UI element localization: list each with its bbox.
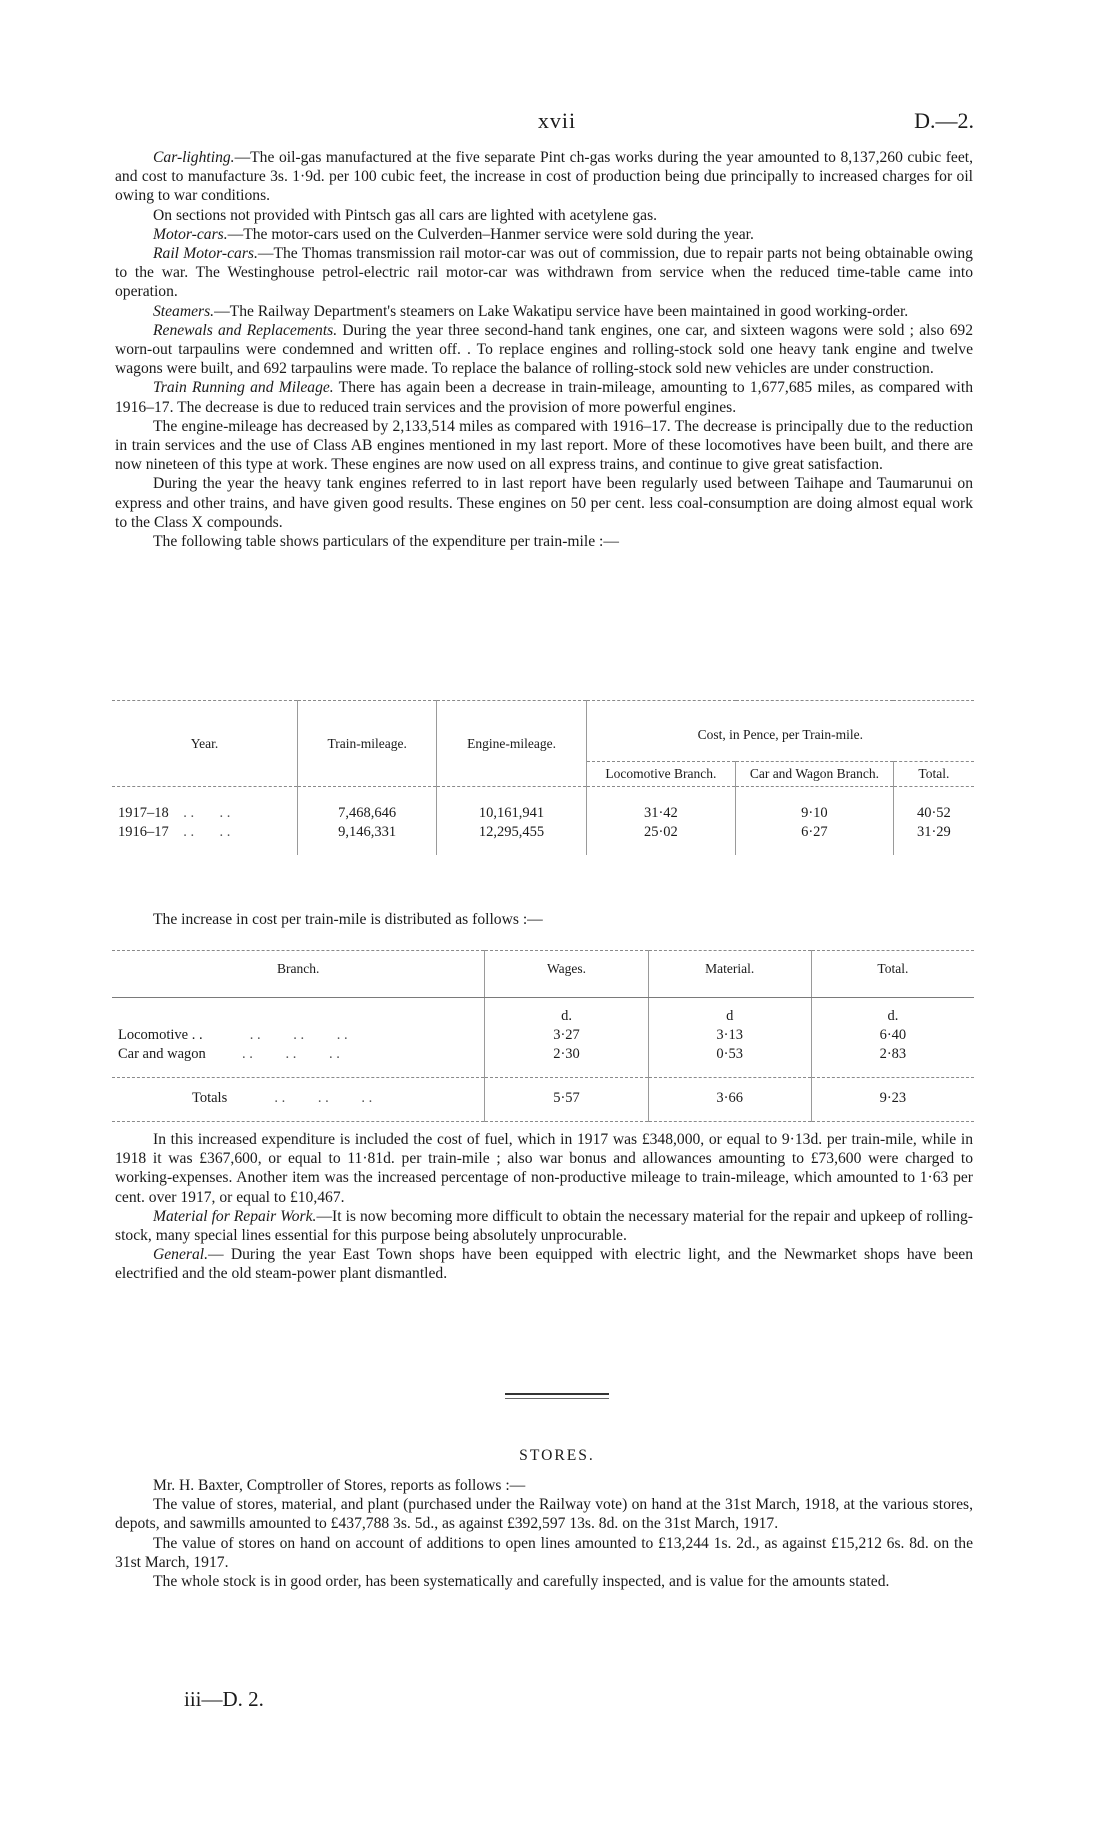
cell-branch: Car and wagon . . . . . . (118, 1046, 340, 1062)
cell-total: 40·52 (893, 787, 974, 824)
table-row (112, 787, 974, 824)
table-row (112, 1026, 974, 1045)
col-locomotive-branch: Locomotive Branch. (586, 762, 735, 787)
cell-train-mileage: 7,468,646 (297, 787, 436, 824)
cell-engine-mileage: 10,161,941 (437, 787, 586, 824)
paragraph-car-lighting: Car-lighting.—The oil-gas manufactured at the five separate Pint ch-gas works during the year amounted to 8,137,260 cubic feet, and cost to manufacture 3s. 1·9d. per 100 cubic feet, the increase in cost of production being due principally to increased charges for oil owing to war conditions. (115, 149, 973, 205)
cell-totals-label: Totals . . . . . . (112, 1078, 485, 1122)
cell-locomotive: 25·02 (586, 823, 735, 855)
table2-caption: The increase in cost per train-mile is distributed as follows :— (153, 911, 543, 928)
paragraph-steamers: Steamers.—The Railway Department's steamers on Lake Wakatipu service have been maintained in good working-order. (153, 302, 909, 320)
section-divider-thin (505, 1398, 609, 1399)
paragraph-rail-motor-cars: Rail Motor-cars.—The Thomas transmission rail motor-car was out of commission, due to repair parts not being obtainable owing to the war. The Westinghouse petrol-electric rail motor-car was withdrawn from service when the reduced time-table came into operation. (115, 245, 973, 301)
paragraph-general: General.— During the year East Town shops have been equipped with electric light, and the Newmarket shops have been electrified and the old steam-power plant dismantled. (115, 1246, 973, 1283)
paragraph-fuel-cost: In this increased expenditure is included the cost of fuel, which in 1917 was £348,000, or equal to 9·13d. per train-mile, while in 1918 it was £367,600, or equal to 11·81d. per train-mile ; also war bonus and allowances amounting to £73,600 were charged to working-expenses. Another item was the increased percentage of non-productive mileage to train-mileage, which amounted to 1·63 per cent. over 1917, or equal to £10,467. (115, 1131, 973, 1206)
unit-total: d. (811, 998, 974, 1027)
cell-totals-material: 3·66 (648, 1078, 811, 1122)
col-car-wagon-branch: Car and Wagon Branch. (736, 762, 894, 787)
page-number: xvii (537, 108, 577, 133)
col-year: Year. (112, 701, 297, 787)
cell-wages: 3·27 (485, 1026, 648, 1045)
cell-material: 0·53 (648, 1045, 811, 1078)
cell-totals-wages: 5·57 (485, 1078, 648, 1122)
paragraph-engine-mileage: The engine-mileage has decreased by 2,133,514 miles as compared with 1916–17. The decrease is principally due to the reduction in train services and the use of Class AB engines mentioned in my last report. More of these locomotives have been built, and there are now nineteen of this type at work. These engines are now used on all express trains, and continue to give great satisfaction. (115, 417, 973, 474)
cell-wages: 2·30 (485, 1045, 648, 1078)
paragraph-train-running: Train Running and Mileage. There has again been a decrease in train-mileage, amounting to 1,677,685 miles, as compared with 1916–17. The decrease is due to reduced train services and the provision of more powerful engines. (115, 379, 973, 416)
cell-branch: Locomotive . . . . . . . . (118, 1027, 348, 1043)
cell-total: 6·40 (811, 1026, 974, 1045)
col-train-mileage: Train-mileage. (297, 701, 436, 787)
paragraph-stores-intro: Mr. H. Baxter, Comptroller of Stores, reports as follows :— (153, 1477, 526, 1494)
paragraph-stores-stock: The whole stock is in good order, has been systematically and carefully inspected, and is value for the amounts stated. (153, 1573, 890, 1591)
col-total: Total. (893, 762, 974, 787)
cell-locomotive: 31·42 (586, 787, 735, 824)
footer-signature: iii—D. 2. (184, 1687, 264, 1711)
section-divider (505, 1393, 609, 1395)
col-material: Material. (648, 951, 811, 998)
table-row (112, 823, 974, 855)
table-row (112, 1045, 974, 1078)
unit-wages: d. (485, 998, 648, 1027)
stores-text (115, 1476, 973, 1591)
cell-total: 31·29 (893, 823, 974, 855)
paragraph-renewals: Renewals and Replacements. During the year three second-hand tank engines, one car, and sixteen wagons were sold ; also 692 worn-out tarpaulins were condemned and written off. . To replace engines and rolling-stock sold one heavy tank engine and twelve wagons were built, and 692 tarpaulins were made. To replace the balance of rolling-stock sold new vehicles are under construction. (115, 321, 973, 378)
body-text-upper (115, 148, 973, 551)
cell-totals-total: 9·23 (811, 1078, 974, 1122)
cell-year: 1916–17 . . . . (118, 824, 231, 840)
cost-increase-table (112, 950, 974, 1122)
cell-car-wagon: 9·10 (736, 787, 894, 824)
body-text-lower (115, 1130, 973, 1284)
paragraph-table-intro: The following table shows particulars of the expenditure per train-mile :— (153, 533, 619, 551)
unit-material: d (648, 998, 811, 1027)
totals-row (112, 1078, 974, 1122)
col-cost-group: Cost, in Pence, per Train-mile. (586, 701, 974, 762)
paragraph-acetylene: On sections not provided with Pintsch gas all cars are lighted with acetylene gas. (153, 206, 658, 224)
unit-row (112, 998, 974, 1027)
paragraph-stores-additions: The value of stores on hand on account of additions to open lines amounted to £13,244 1s. 2d., as against £15,212 6s. 8d. on the 31st March, 1917. (115, 1534, 973, 1571)
cell-engine-mileage: 12,295,455 (437, 823, 586, 855)
paragraph-motor-cars: Motor-cars.—The motor-cars used on the Culverden–Hanmer service were sold during the year. (153, 225, 754, 243)
train-mile-cost-table (112, 700, 974, 855)
stores-heading: STORES. (519, 1447, 595, 1464)
paragraph-repair-material: Material for Repair Work.—It is now becoming more difficult to obtain the necessary material for the repair and upkeep of rolling-stock, many special lines essential for this purpose being absolutely unprocurable. (115, 1207, 973, 1245)
paragraph-tank-engines: During the year the heavy tank engines referred to in last report have been regularly used between Taihape and Taumarunui on express and other trains, and have given good results. These engines on 50 per cent. less coal-consumption are doing almost equal work to the Class X compounds. (115, 475, 973, 531)
cell-car-wagon: 6·27 (736, 823, 894, 855)
cell-material: 3·13 (648, 1026, 811, 1045)
paragraph-stores-value: The value of stores, material, and plant (purchased under the Railway vote) on hand at the 31st March, 1918, at the various stores, depots, and sawmills amounted to £437,788 3s. 5d., as against £392,597 13s. 8d. on the 31st March, 1917. (115, 1496, 973, 1533)
col-wages: Wages. (485, 951, 648, 998)
col-branch: Branch. (112, 951, 485, 998)
cell-year: 1917–18 . . . . (118, 805, 231, 821)
document-reference: D.—2. (914, 108, 974, 133)
cell-total: 2·83 (811, 1045, 974, 1078)
cell-train-mileage: 9,146,331 (297, 823, 436, 855)
col-total: Total. (811, 951, 974, 998)
col-engine-mileage: Engine-mileage. (437, 701, 586, 787)
